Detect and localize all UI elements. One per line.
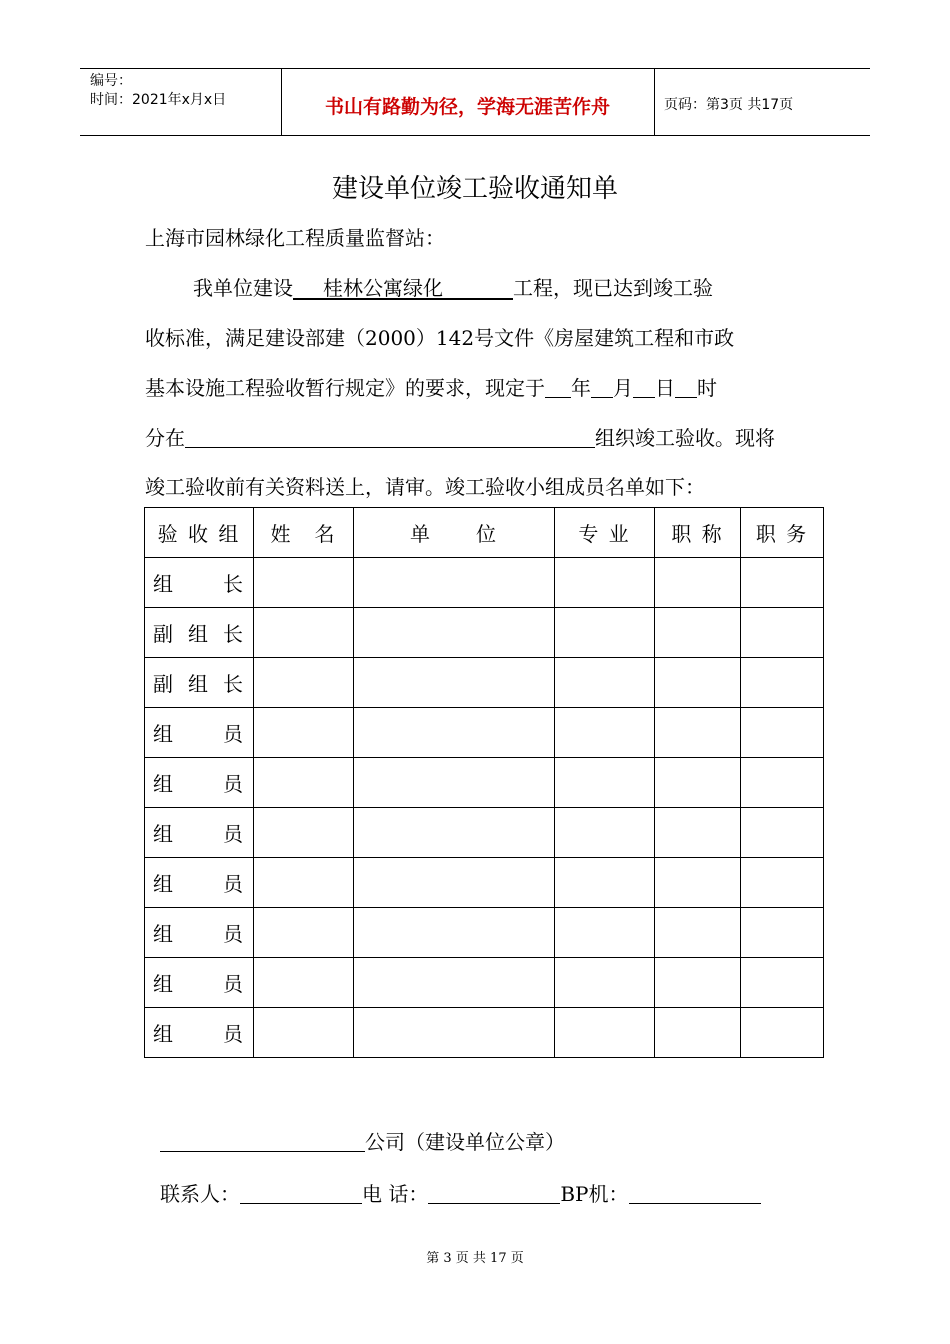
- header-title: 职 称: [655, 508, 741, 558]
- table-header-row: [145, 508, 824, 558]
- paragraph-line-1: 我单位建设 桂林公寓绿化 工程，现已达到竣工验: [193, 276, 713, 300]
- paragraph-line-4: 分在 组织竣工验收。现将: [145, 426, 775, 450]
- time-label: 时间：2021年x月x日: [90, 92, 227, 108]
- role-cell: 组 员: [145, 858, 254, 908]
- role-cell: 组 员: [145, 708, 254, 758]
- day-blank[interactable]: [633, 377, 655, 398]
- phone-blank[interactable]: [428, 1183, 560, 1204]
- bp-blank[interactable]: [629, 1183, 761, 1204]
- duty-cell[interactable]: [741, 808, 824, 858]
- name-cell[interactable]: [254, 908, 354, 958]
- table-row: [145, 858, 824, 908]
- hour-blank[interactable]: [675, 377, 697, 398]
- header-divider-right: [654, 68, 655, 135]
- unit-cell[interactable]: [354, 658, 555, 708]
- role-cell: 副 组 长: [145, 608, 254, 658]
- location-blank[interactable]: [185, 427, 595, 448]
- name-cell[interactable]: [254, 858, 354, 908]
- unit-cell[interactable]: [354, 758, 555, 808]
- members-table: [144, 507, 824, 1058]
- specialty-cell[interactable]: [555, 608, 655, 658]
- title-cell[interactable]: [655, 758, 741, 808]
- role-cell: 组 员: [145, 758, 254, 808]
- specialty-cell[interactable]: [555, 858, 655, 908]
- unit-cell[interactable]: [354, 1008, 555, 1058]
- specialty-cell[interactable]: [555, 758, 655, 808]
- name-cell[interactable]: [254, 758, 354, 808]
- paragraph-line-5: 竣工验收前有关资料送上，请审。竣工验收小组成员名单如下：: [145, 475, 705, 499]
- unit-cell[interactable]: [354, 608, 555, 658]
- table-row: [145, 1008, 824, 1058]
- table-row: [145, 808, 824, 858]
- company-name-blank[interactable]: [160, 1131, 365, 1152]
- duty-cell[interactable]: [741, 858, 824, 908]
- header-duty: 职 务: [741, 508, 824, 558]
- header-motto: 书山有路勤为径，学海无涯苦作舟: [324, 96, 610, 118]
- header-name: 姓 名: [254, 508, 354, 558]
- duty-cell[interactable]: [741, 1008, 824, 1058]
- title-cell[interactable]: [655, 908, 741, 958]
- table-row: [145, 908, 824, 958]
- addressee: 上海市园林绿化工程质量监督站：: [145, 226, 445, 250]
- title-cell[interactable]: [655, 608, 741, 658]
- name-cell[interactable]: [254, 608, 354, 658]
- duty-cell[interactable]: [741, 958, 824, 1008]
- number-label: 编号：: [90, 73, 132, 89]
- duty-cell[interactable]: [741, 558, 824, 608]
- duty-cell[interactable]: [741, 608, 824, 658]
- duty-cell[interactable]: [741, 658, 824, 708]
- document-title: 建设单位竣工验收通知单: [331, 174, 618, 204]
- title-cell[interactable]: [655, 558, 741, 608]
- specialty-cell[interactable]: [555, 708, 655, 758]
- table-row: [145, 658, 824, 708]
- year-blank[interactable]: [545, 377, 571, 398]
- header-bottom-rule: [80, 135, 870, 136]
- paragraph-line-2: 收标准，满足建设部建（2000）142号文件《房屋建筑工程和市政: [145, 326, 735, 350]
- unit-cell[interactable]: [354, 958, 555, 1008]
- specialty-cell[interactable]: [555, 958, 655, 1008]
- title-cell[interactable]: [655, 1008, 741, 1058]
- unit-cell[interactable]: [354, 558, 555, 608]
- role-cell: 副 组 长: [145, 658, 254, 708]
- table-row: [145, 708, 824, 758]
- title-cell[interactable]: [655, 658, 741, 708]
- header-specialty: 专 业: [555, 508, 655, 558]
- table-row: [145, 958, 824, 1008]
- specialty-cell[interactable]: [555, 658, 655, 708]
- specialty-cell[interactable]: [555, 808, 655, 858]
- name-cell[interactable]: [254, 658, 354, 708]
- name-cell[interactable]: [254, 1008, 354, 1058]
- table-row: [145, 758, 824, 808]
- duty-cell[interactable]: [741, 908, 824, 958]
- unit-cell[interactable]: [354, 808, 555, 858]
- unit-cell[interactable]: [354, 858, 555, 908]
- unit-cell[interactable]: [354, 708, 555, 758]
- role-cell: 组 员: [145, 908, 254, 958]
- duty-cell[interactable]: [741, 708, 824, 758]
- header-group: 验 收 组: [145, 508, 254, 558]
- role-cell: 组 员: [145, 958, 254, 1008]
- specialty-cell[interactable]: [555, 1008, 655, 1058]
- name-cell[interactable]: [254, 558, 354, 608]
- month-blank[interactable]: [591, 377, 613, 398]
- role-cell: 组 员: [145, 1008, 254, 1058]
- paragraph-line-3: 基本设施工程验收暂行规定》的要求，现定于 年 月 日 时: [145, 376, 717, 400]
- title-cell[interactable]: [655, 958, 741, 1008]
- table-row: [145, 608, 824, 658]
- header-unit: 单 位: [354, 508, 555, 558]
- project-name-field: 桂林公寓绿化: [323, 276, 443, 300]
- header-left-block: [90, 72, 226, 110]
- name-cell[interactable]: [254, 708, 354, 758]
- header-top-rule: [80, 68, 870, 69]
- title-cell[interactable]: [655, 708, 741, 758]
- name-cell[interactable]: [254, 808, 354, 858]
- specialty-cell[interactable]: [555, 558, 655, 608]
- header-page-info: 页码：第3页 共17页: [664, 97, 794, 113]
- contact-line: 联系人： 电 话： BP机：: [160, 1178, 761, 1207]
- contact-person-blank[interactable]: [240, 1183, 362, 1204]
- specialty-cell[interactable]: [555, 908, 655, 958]
- role-cell: 组 长: [145, 558, 254, 608]
- duty-cell[interactable]: [741, 758, 824, 808]
- role-cell: 组 员: [145, 808, 254, 858]
- title-cell[interactable]: [655, 858, 741, 908]
- table-row: [145, 558, 824, 608]
- company-stamp-line: 公司（建设单位公章）: [160, 1126, 565, 1155]
- title-cell[interactable]: [655, 808, 741, 858]
- page-footer: 第 3 页 共 17 页: [426, 1251, 524, 1266]
- unit-cell[interactable]: [354, 908, 555, 958]
- name-cell[interactable]: [254, 958, 354, 1008]
